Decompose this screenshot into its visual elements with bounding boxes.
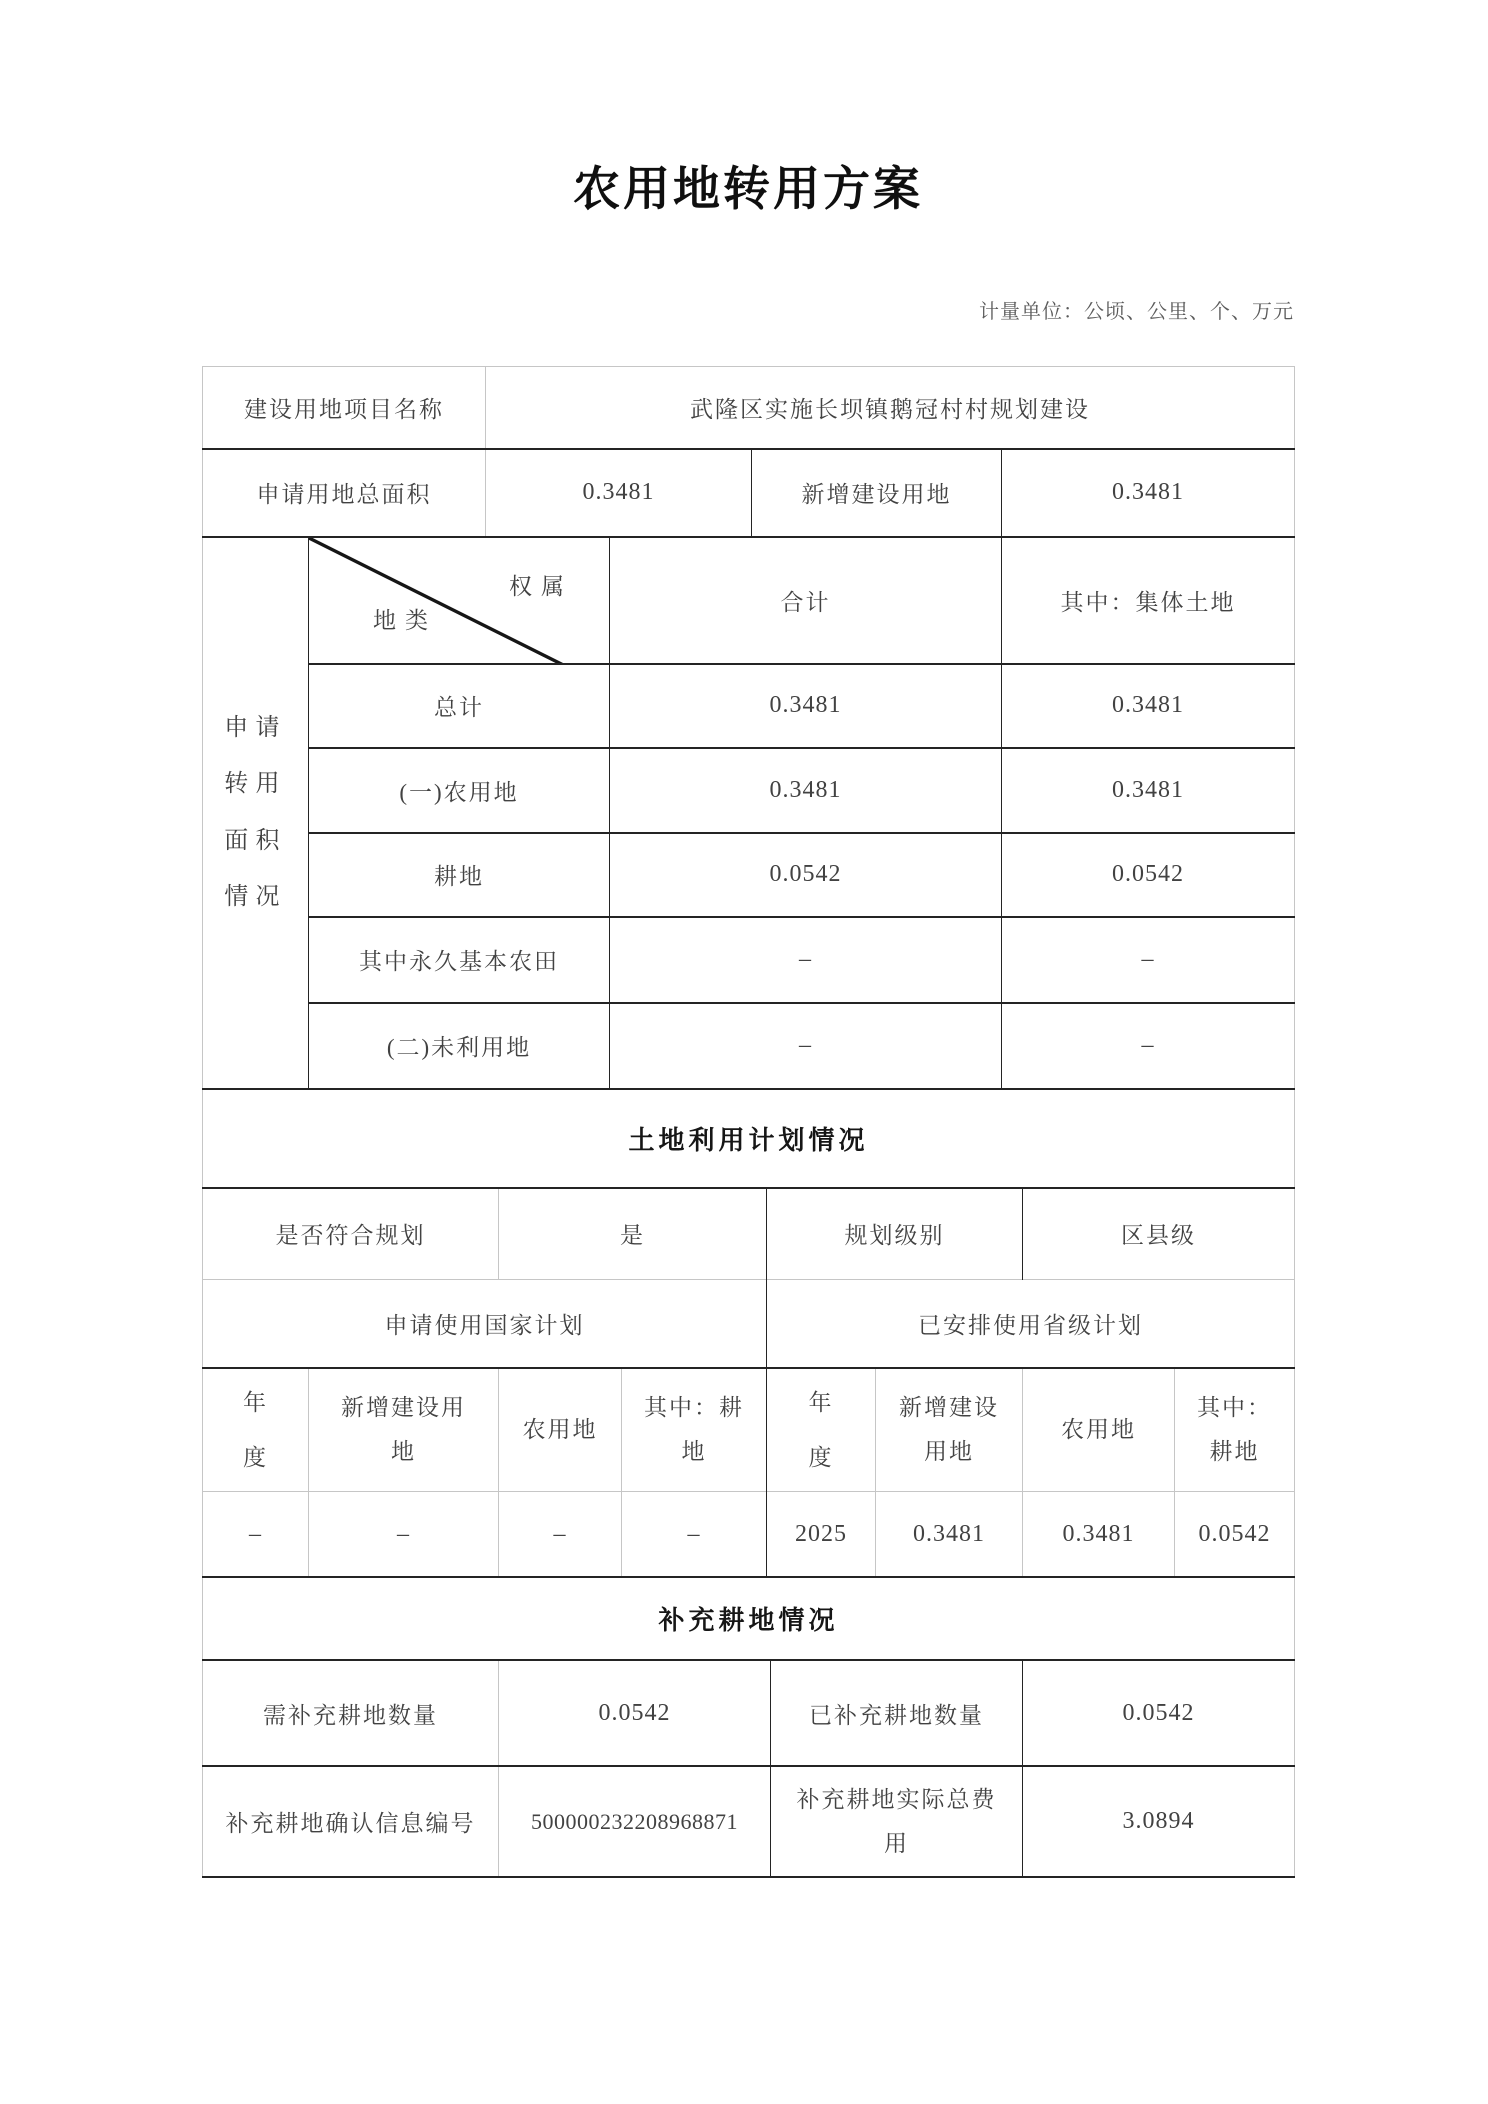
total-area-label: 申请用地总面积: [203, 449, 486, 536]
project-name-row: [203, 367, 1295, 449]
column-header: 其中：耕地: [1175, 1368, 1295, 1492]
level-label: 规划级别: [767, 1188, 1023, 1280]
col-header-collective: 其中：集体土地: [1002, 537, 1295, 664]
need-label: 需补充耕地数量: [203, 1660, 499, 1766]
conversion-side-label: 申请转用面积情况: [203, 537, 309, 1088]
page-title: 农用地转用方案: [573, 164, 923, 216]
row-total: 0.0542: [610, 833, 1002, 917]
diag-top-label: 权属: [509, 573, 573, 599]
provincial-plan-header: 已安排使用省级计划: [767, 1280, 1295, 1368]
row-total: –: [610, 1003, 1002, 1088]
row-label: 其中永久基本农田: [309, 917, 610, 1003]
plan-section-title: 土地利用计划情况: [628, 1125, 869, 1155]
total-area-row: [203, 449, 1295, 536]
table-row: [203, 664, 1295, 748]
column-header: 农用地: [499, 1368, 622, 1492]
new-construction-value: 0.3481: [1002, 449, 1295, 536]
plan-table: [202, 1088, 1295, 1577]
row-collective: –: [1002, 1003, 1295, 1088]
column-header: 农用地: [1023, 1368, 1175, 1492]
new-construction-label: 新增建设用地: [752, 449, 1002, 536]
plan-value: –: [622, 1491, 767, 1576]
diagonal-header-cell: [309, 537, 610, 664]
row-total: –: [610, 917, 1002, 1003]
supplement-confirm-row: [203, 1766, 1295, 1877]
row-collective: 0.0542: [1002, 833, 1295, 917]
project-table: [202, 366, 1295, 536]
level-value: 区县级: [1023, 1188, 1295, 1280]
conform-row: [203, 1188, 1295, 1280]
column-header: 新增建设用地: [309, 1368, 499, 1492]
supplement-section-title: 补充耕地情况: [658, 1606, 839, 1636]
row-total: 0.3481: [610, 664, 1002, 748]
plan-section-row: [203, 1089, 1295, 1188]
supplement-table: [202, 1576, 1295, 1878]
column-header: 年度: [203, 1368, 309, 1492]
plan-value: 0.3481: [876, 1491, 1023, 1576]
plan-value: 0.0542: [1175, 1491, 1295, 1576]
plan-group-header-row: [203, 1280, 1295, 1368]
national-plan-header: 申请使用国家计划: [203, 1280, 767, 1368]
plan-value: –: [203, 1491, 309, 1576]
table-row: [203, 917, 1295, 1003]
total-area-value: 0.3481: [486, 449, 752, 536]
supplement-qty-row: [203, 1660, 1295, 1766]
supplement-section-row: [203, 1577, 1295, 1660]
row-label: (二)未利用地: [309, 1003, 610, 1088]
table-row: [203, 1003, 1295, 1088]
row-collective: –: [1002, 917, 1295, 1003]
row-label: (一)农用地: [309, 748, 610, 833]
plan-value: –: [309, 1491, 499, 1576]
cost-value: 3.0894: [1023, 1766, 1295, 1877]
col-header-total: 合计: [610, 537, 1002, 664]
row-label: 总计: [309, 664, 610, 748]
cost-label: 补充耕地实际总费用: [771, 1766, 1023, 1877]
table-row: [203, 833, 1295, 917]
plan-value: –: [499, 1491, 622, 1576]
column-header: 其中：耕地: [622, 1368, 767, 1492]
table-row: [203, 748, 1295, 833]
plan-value: 2025: [767, 1491, 876, 1576]
done-value: 0.0542: [1023, 1660, 1295, 1766]
row-collective: 0.3481: [1002, 748, 1295, 833]
plan-column-header-row: [203, 1368, 1295, 1492]
conversion-header-row: [203, 537, 1295, 664]
column-header: 新增建设用地: [876, 1368, 1023, 1492]
conform-value: 是: [499, 1188, 767, 1280]
row-label: 耕地: [309, 833, 610, 917]
done-label: 已补充耕地数量: [771, 1660, 1023, 1766]
row-total: 0.3481: [610, 748, 1002, 833]
conform-label: 是否符合规划: [203, 1188, 499, 1280]
row-collective: 0.3481: [1002, 664, 1295, 748]
plan-value: 0.3481: [1023, 1491, 1175, 1576]
conversion-table: [202, 536, 1295, 1088]
need-value: 0.0542: [499, 1660, 771, 1766]
diag-bottom-label: 地类: [373, 607, 437, 633]
unit-note: 计量单位：公顷、公里、个、万元: [979, 301, 1294, 323]
confirm-value: 500000232208968871: [499, 1766, 771, 1877]
plan-values-row: [203, 1491, 1295, 1576]
project-name-label: 建设用地项目名称: [244, 396, 444, 422]
confirm-label: 补充耕地确认信息编号: [203, 1766, 499, 1877]
column-header: 年度: [767, 1368, 876, 1492]
project-name-value: 武隆区实施长坝镇鹅冠村村规划建设: [486, 367, 1295, 449]
